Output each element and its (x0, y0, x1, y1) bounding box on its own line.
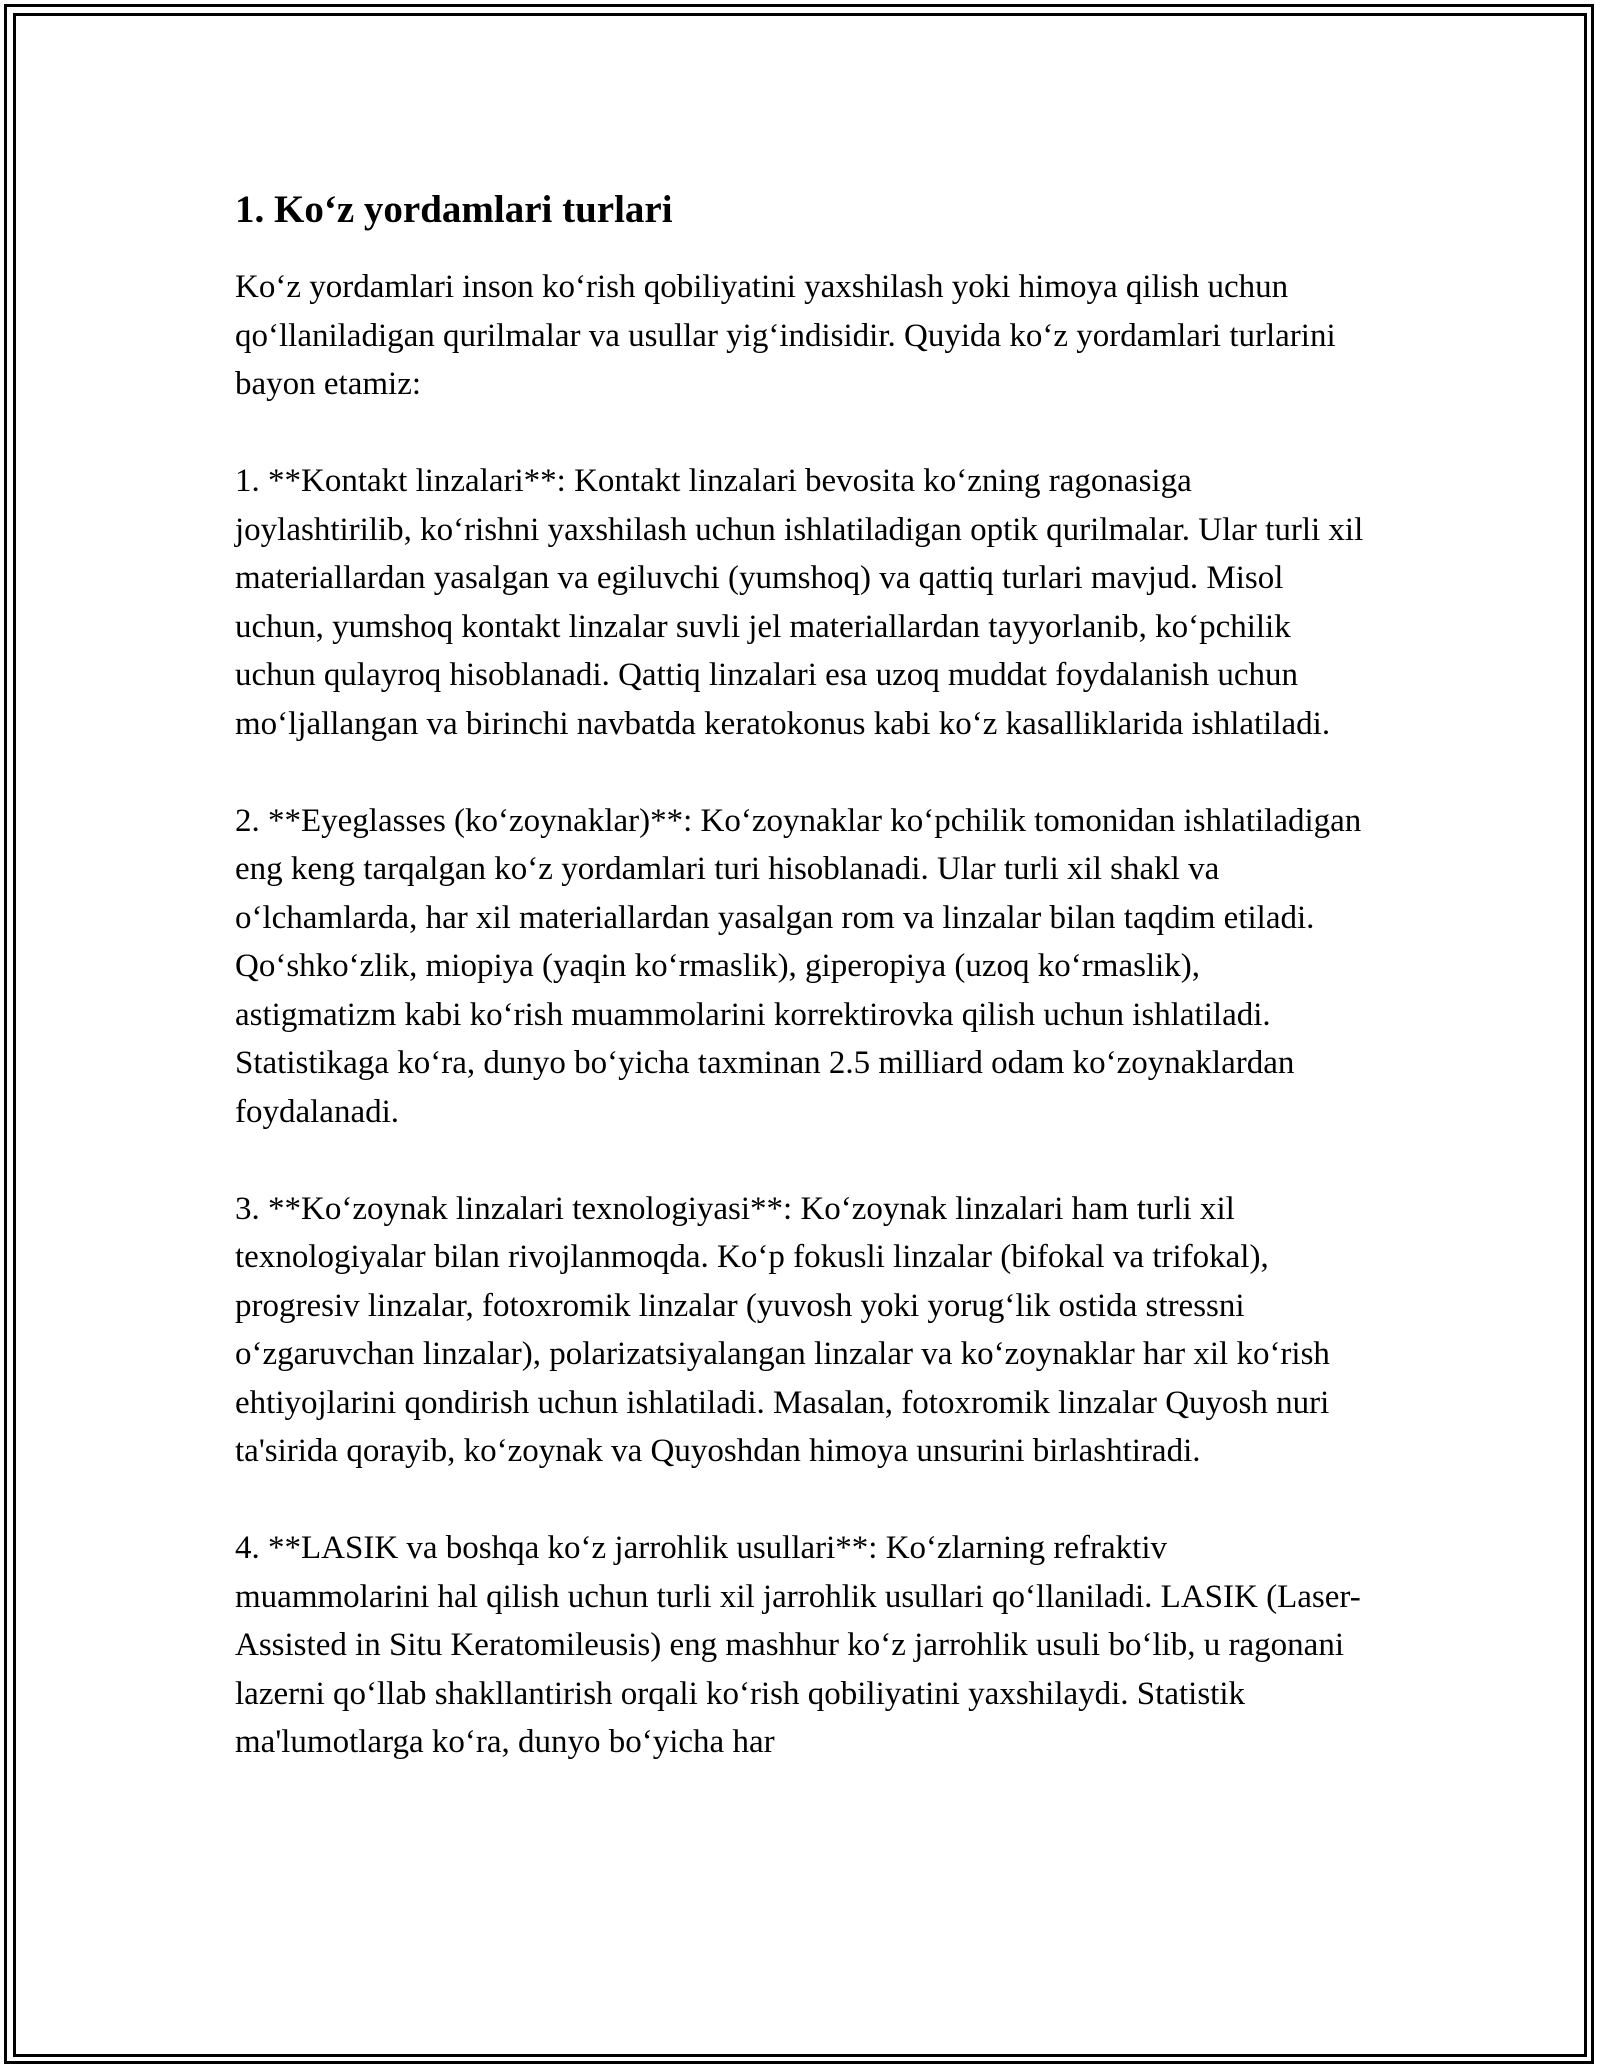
intro-paragraph: Ko‘z yordamlari inson ko‘rish qobiliyatini yaxshilash yoki himoya qilish uchun qo‘llaniladigan qurilmalar va usullar yig‘indisidir. Quyida ko‘z yordamlari turlarini bayon etamiz: (235, 269, 1336, 402)
paragraph-contact-lenses: 1. **Kontakt linzalari**: Kontakt linzalari bevosita ko‘zning ragonasiga joylashtirilib, ko‘rishni yaxshilash uchun ishlatiladigan optik qurilmalar. Ular turli xil materiallardan yasalgan va egiluvchi (yumshoq) va qattiq turlari mavjud. Misol uchun, yumshoq kontakt linzalar suvli jel materiallardan tayyorlanib, ko‘pchilik uchun qulayroq hisoblanadi. Qattiq linzalari esa uzoq muddat foydalanish uchun mo‘ljallangan va birinchi navbatda keratokonus kabi ko‘z kasalliklarida ishlatiladi. (235, 463, 1364, 742)
document-body (235, 185, 1365, 1815)
section-heading: 1. Ko‘z yordamlari turlari (235, 188, 673, 231)
paragraph-eyeglasses: 2. **Eyeglasses (ko‘zoynaklar)**: Ko‘zoynaklar ko‘pchilik tomonidan ishlatiladigan eng keng tarqalgan ko‘z yordamlari turi hisoblanadi. Ular turli xil shakl va o‘lchamlarda, har xil materiallardan yasalgan rom va linzalar bilan taqdim etiladi. Qo‘shko‘zlik, miopiya (yaqin ko‘rmaslik), giperopiya (uzoq ko‘rmaslik), astigmatizm kabi ko‘rish muammolarini korrektirovka qilish uchun ishlatiladi. Statistikaga ko‘ra, dunyo bo‘yicha taxminan 2.5 milliard odam ko‘zoynaklardan foydalanadi. (235, 802, 1362, 1130)
paragraph-lens-technology: 3. **Ko‘zoynak linzalari texnologiyasi**: Ko‘zoynak linzalari ham turli xil texnologiyalar bilan rivojlanmoqda. Ko‘p fokusli linzalar (bifokal va trifokal), progresiv linzalar, fotoxromik linzalar (yuvosh yoki yorug‘lik ostida stressni o‘zgaruvchan linzalar), polarizatsiyalangan linzalar va ko‘zoynaklar har xil ko‘rish ehtiyojlarini qondirish uchun ishlatiladi. Masalan, fotoxromik linzalar Quyosh nuri ta'sirida qorayib, ko‘zoynak va Quyoshdan himoya unsurini birlashtiradi. (235, 1190, 1330, 1469)
paragraph-lasik: 4. **LASIK va boshqa ko‘z jarrohlik usullari**: Ko‘zlarning refraktiv muammolarini hal qilish uchun turli xil jarrohlik usullari qo‘llaniladi. LASIK (Laser-Assisted in Situ Keratomileusis) eng mashhur ko‘z jarrohlik usuli bo‘lib, u ragonani lazerni qo‘llab shakllantirish orqali ko‘rish qobiliyatini yaxshilaydi. Statistik ma'lumotlarga ko‘ra, dunyo bo‘yicha har (235, 1530, 1361, 1760)
